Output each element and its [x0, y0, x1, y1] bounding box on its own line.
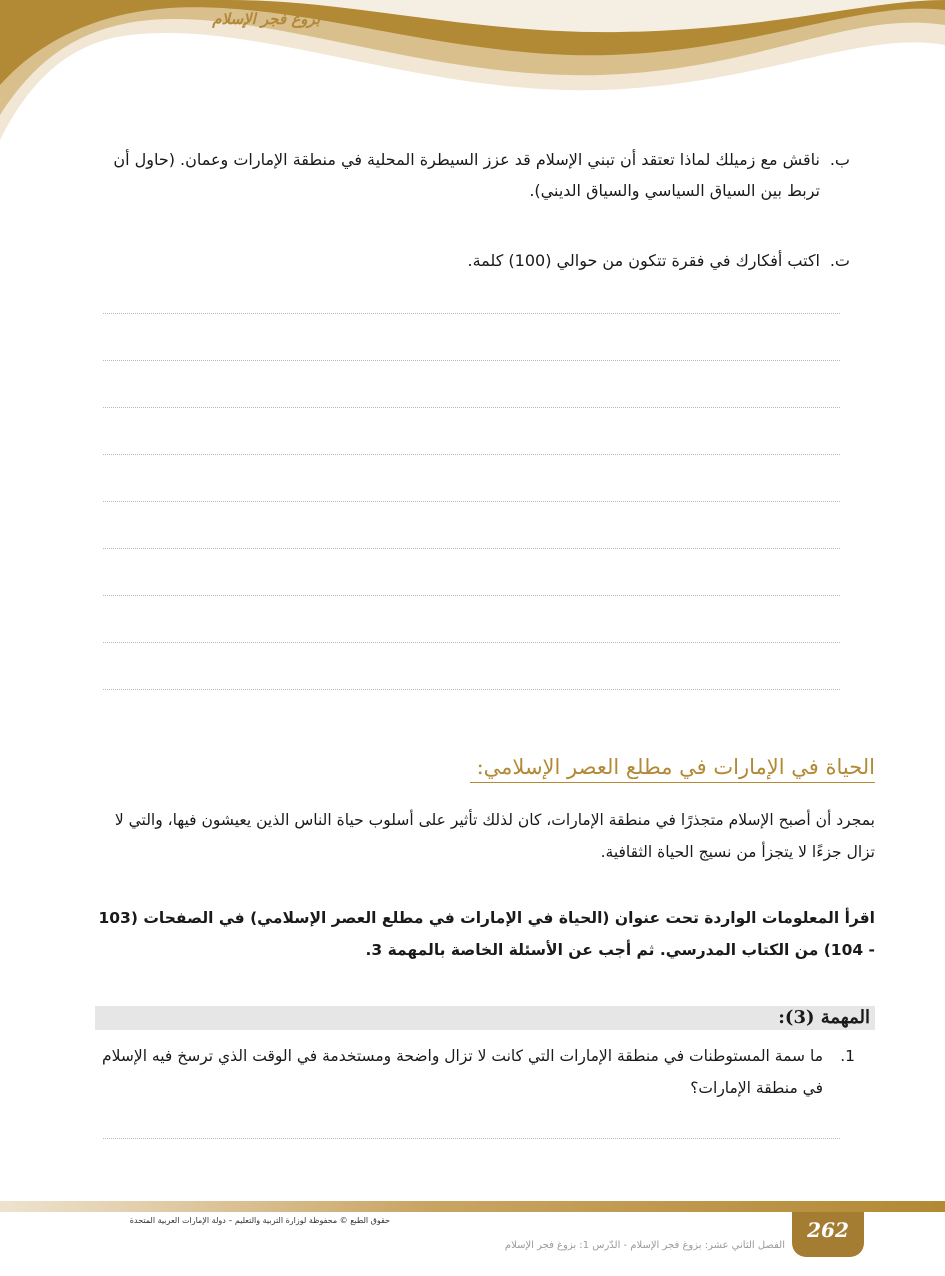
answer-line[interactable]: [103, 407, 840, 408]
answer-line[interactable]: [103, 595, 840, 596]
chapter-header-title: بزوغ فجر الإسلام: [212, 10, 320, 28]
question-t-letter: ت.: [829, 251, 850, 270]
copyright-notice: حقوق الطبع © محفوظة لوزارة التربية والتعليم – دولة الإمارات العربية المتحدة: [129, 1216, 390, 1225]
task-question-number: 1.: [840, 1047, 855, 1065]
answer-line[interactable]: [103, 689, 840, 690]
answer-line[interactable]: [103, 360, 840, 361]
answer-line[interactable]: [103, 642, 840, 643]
lesson-reference: الفصل الثاني عشر: بزوغ فجر الإسلام - الدّرس 1: بزوغ فجر الإسلام: [504, 1240, 785, 1251]
question-b-letter: ب.: [829, 150, 850, 169]
task-question-1: [95, 1040, 855, 1104]
question-t-text: اكتب أفكارك في فقرة تتكون من حوالي (100) كلمة.: [467, 251, 820, 270]
task-answer-line[interactable]: [103, 1138, 840, 1139]
answer-line[interactable]: [103, 454, 840, 455]
page-number-tab: [792, 1212, 864, 1257]
header-wave-decoration: [0, 0, 945, 145]
question-b: [95, 144, 850, 206]
footer-bar: [0, 1201, 945, 1212]
answer-line[interactable]: [103, 548, 840, 549]
answer-line[interactable]: [103, 313, 840, 314]
question-b-text: ناقش مع زميلك لماذا تعتقد أن تبني الإسلام قد عزز السيطرة المحلية في منطقة الإمارات وعمان. (حاول أن تربط بين السياق السياسي والسياق الديني).: [113, 150, 820, 200]
page-number: 262: [807, 1218, 849, 1242]
task-heading-bar: [95, 1006, 875, 1030]
question-t: [95, 245, 850, 276]
task-question-text: ما سمة المستوطنات في منطقة الإمارات التي كانت لا تزال واضحة ومستخدمة في الوقت الذي ترسخ فيه الإسلام في منطقة الإمارات؟: [102, 1047, 823, 1097]
section-title: الحياة في الإمارات في مطلع العصر الإسلامي:: [470, 755, 875, 783]
reading-instruction: اقرأ المعلومات الواردة تحت عنوان (الحياة في الإمارات في مطلع العصر الإسلامي) في الصفحات (103 - 104) من الكتاب المدرسي. ثم أجب عن الأسئلة الخاصة بالمهمة 3.: [98, 909, 875, 959]
answer-writing-area[interactable]: [103, 313, 840, 736]
answer-line[interactable]: [103, 501, 840, 502]
task-title: المهمة (3):: [778, 1007, 870, 1028]
section-intro-paragraph: بمجرد أن أصبح الإسلام متجذرًا في منطقة الإمارات، كان لذلك تأثير على أسلوب حياة الناس الذين يعيشون فيها، والتي لا تزال جزءًا لا يتجزأ من نسيج الحياة الثقافية.: [114, 811, 875, 861]
